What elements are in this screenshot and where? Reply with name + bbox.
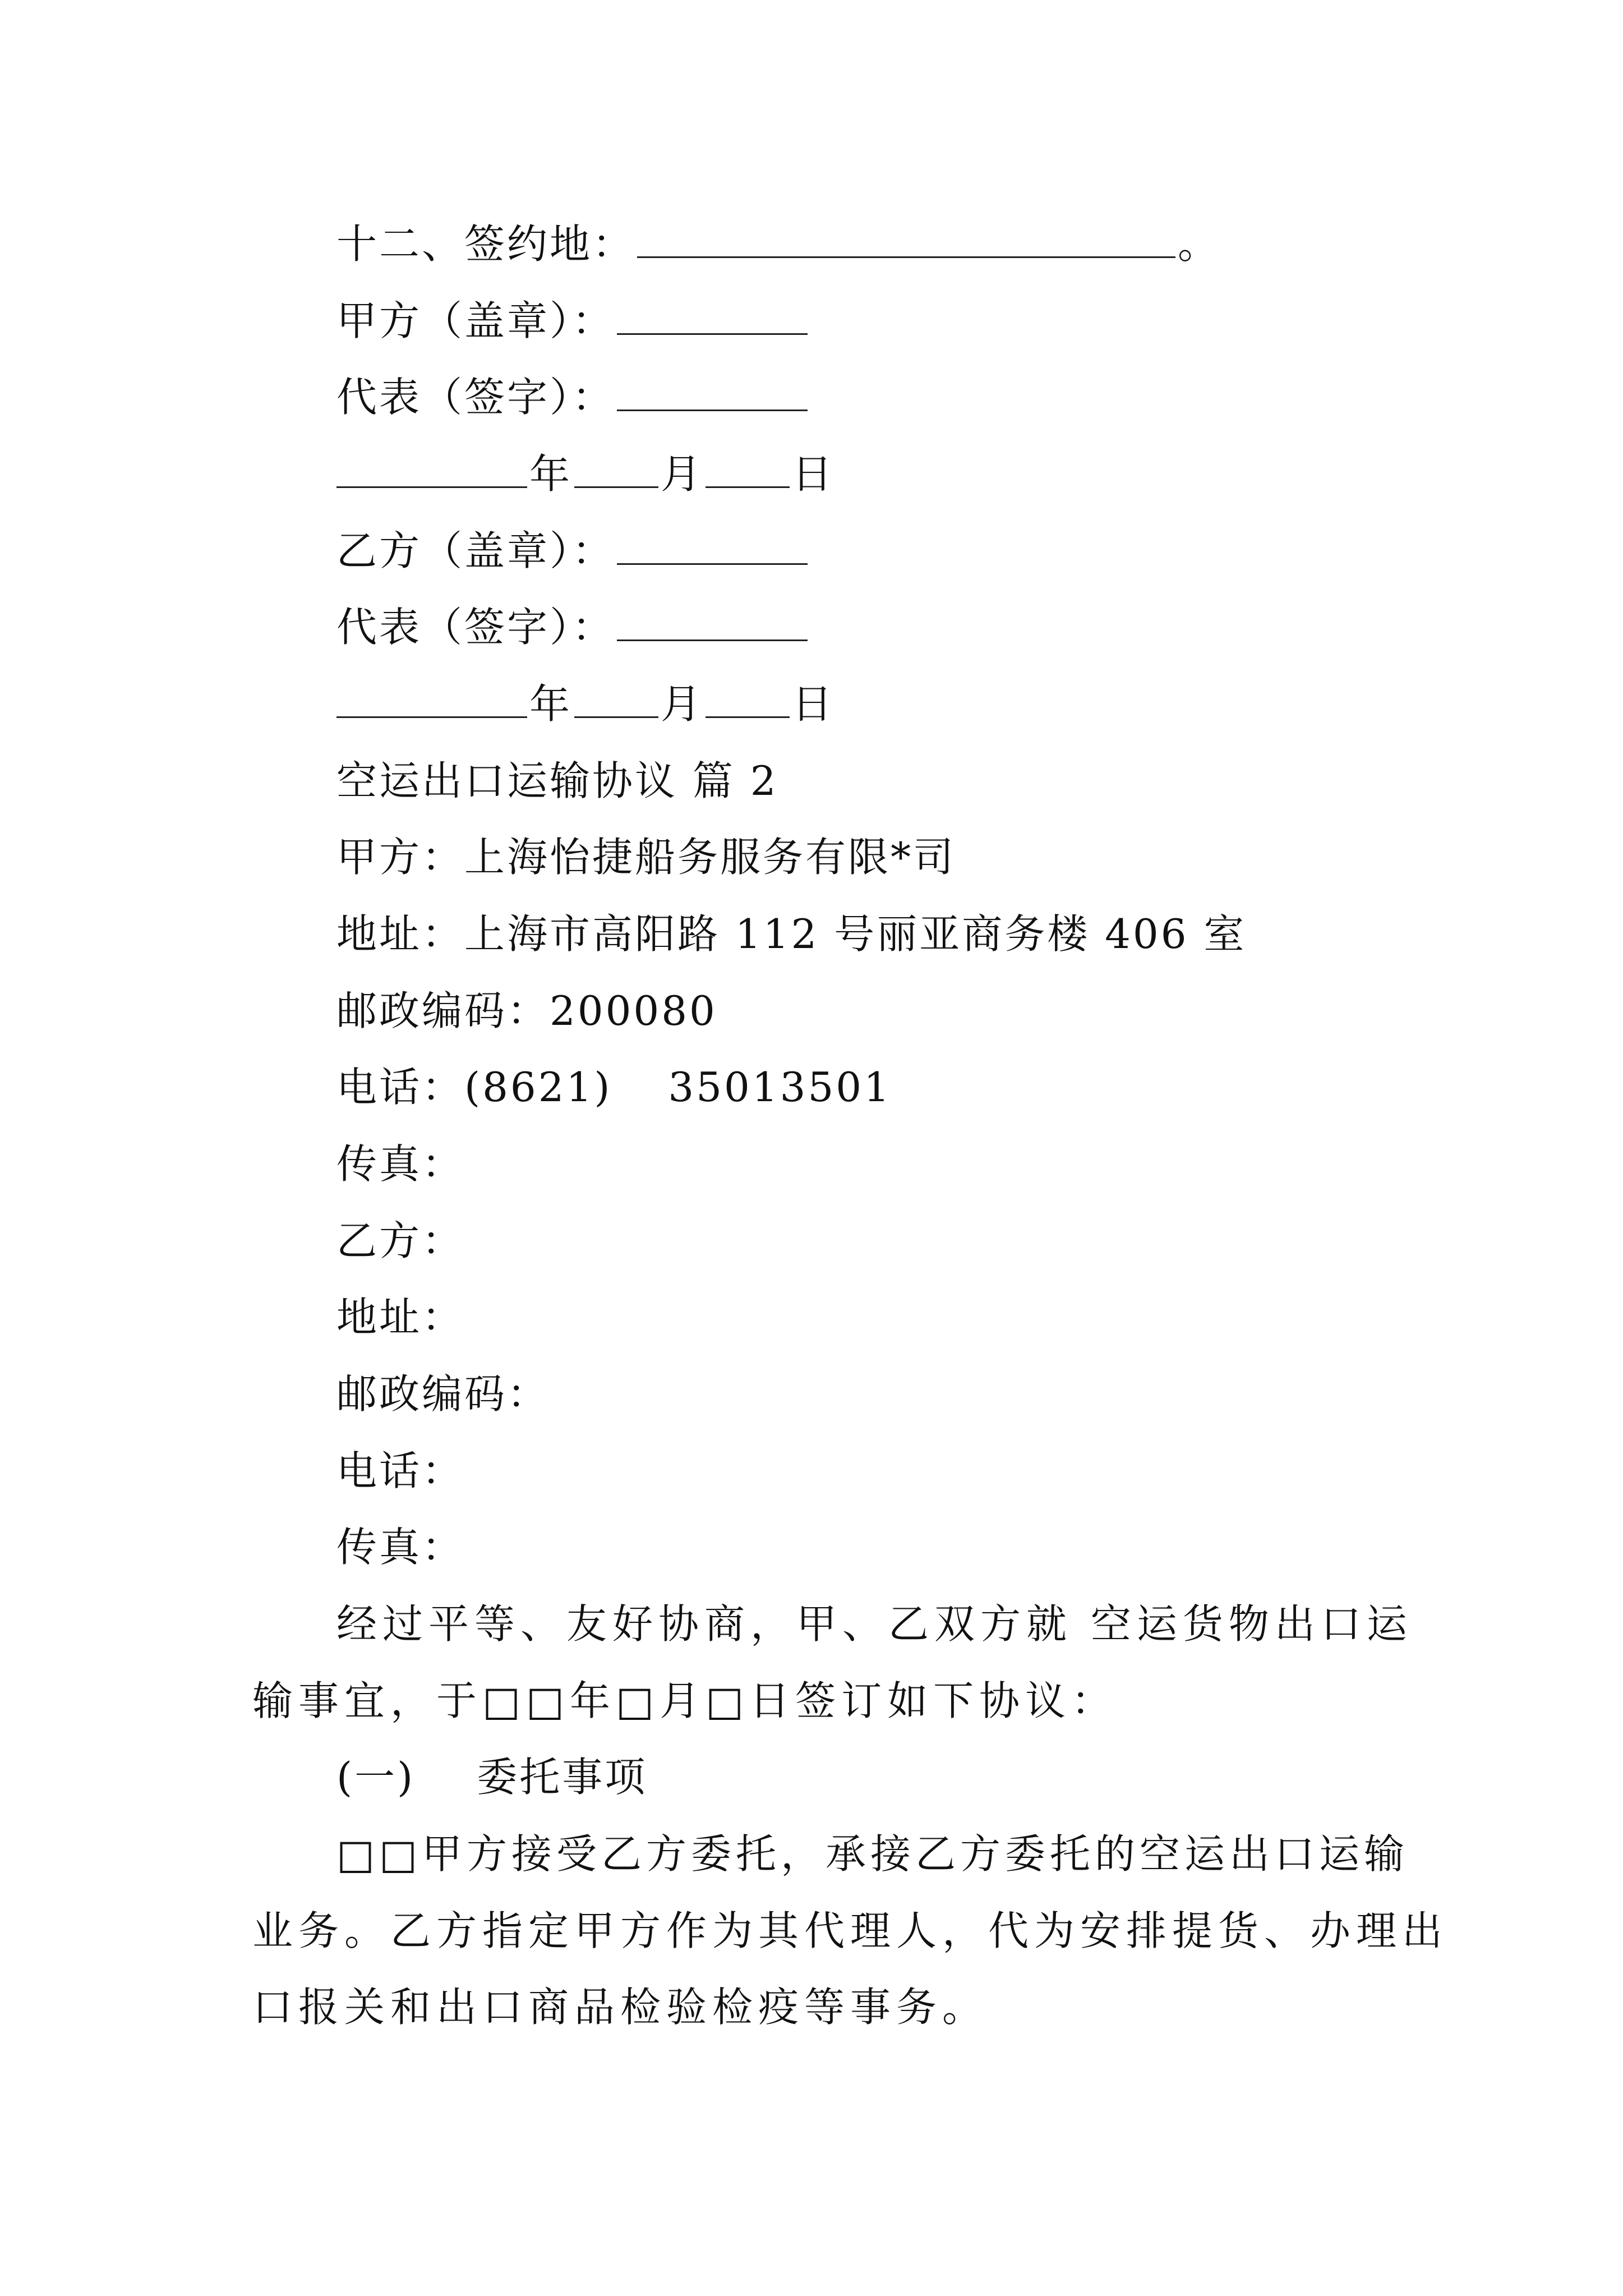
section-title: 空运出口运输协议 篇 2: [336, 757, 778, 804]
party-a-postcode: 邮政编码：200080: [336, 987, 717, 1034]
party-a-phone-label: 电话：(8621): [336, 1064, 612, 1111]
party-a-phone-number: 35013501: [668, 1064, 892, 1111]
section-1-heading: [336, 1749, 647, 1805]
party-b-year-blank: [336, 676, 527, 718]
party-a-year-label: 年: [529, 450, 573, 498]
party-a-address: 地址：上海市高阳路 112 号丽亚商务楼 406 室: [336, 910, 1247, 958]
party-b-day-label: 日: [792, 680, 835, 728]
party-b-postcode: 邮政编码：: [336, 1370, 550, 1418]
party-b-rep-line: [336, 599, 810, 655]
party-a-seal-blank: [617, 293, 808, 335]
party-b-month-label: 月: [661, 680, 704, 728]
party-a-name: 甲方：上海怡捷船务服务有限*司: [336, 834, 956, 881]
clause-line-3: 口报关和出口商品检验检疫等事务。: [252, 1984, 989, 2031]
party-a-day-label: 日: [792, 450, 835, 498]
party-a-fax: 传真：: [336, 1140, 465, 1188]
party-a-seal-line: [336, 293, 810, 349]
party-a-seal-label: 甲方（盖章）：: [336, 297, 615, 344]
signing-place-end: 。: [1178, 220, 1221, 268]
party-b-date-line: [336, 676, 834, 732]
party-b-rep-blank: [617, 599, 808, 641]
party-a-rep-line: [336, 369, 810, 425]
party-a-year-blank: [336, 446, 527, 488]
party-a-phone-line: [336, 1059, 892, 1115]
party-a-day-blank: [706, 446, 790, 488]
party-b-name: 乙方：: [336, 1217, 465, 1264]
intro-line-1: 经过平等、友好协商，甲、乙双方就 空运货物出口运: [336, 1600, 1413, 1648]
signing-place-line: [336, 216, 1220, 272]
party-a-date-line: [336, 446, 834, 502]
signing-place-label: 十二、签约地：: [336, 220, 635, 268]
party-a-month-label: 月: [661, 450, 704, 498]
clause-line-2: 业务。乙方指定甲方作为其代理人，代为安排提货、办理出: [252, 1907, 1449, 1954]
signing-place-blank: [637, 216, 1175, 258]
party-b-day-blank: [706, 676, 790, 718]
party-b-fax: 传真：: [336, 1524, 465, 1571]
party-b-year-label: 年: [529, 680, 573, 728]
section-1-number: (一): [336, 1754, 416, 1801]
party-a-rep-label: 代表（签字）：: [336, 374, 615, 421]
party-b-phone: 电话：: [336, 1447, 465, 1494]
party-b-address: 地址：: [336, 1294, 465, 1341]
party-b-month-blank: [574, 676, 658, 718]
party-b-seal-blank: [617, 523, 808, 565]
party-b-seal-line: [336, 523, 810, 579]
clause-line-1: □□甲方接受乙方委托，承接乙方委托的空运出口运输: [336, 1830, 1409, 1878]
intro-line-2: 输事宜，于□□年□月□日签订如下协议：: [252, 1677, 1118, 1724]
section-1-title: 委托事项: [477, 1754, 648, 1801]
party-b-seal-label: 乙方（盖章）：: [336, 527, 615, 574]
party-a-month-blank: [574, 446, 658, 488]
party-b-rep-label: 代表（签字）：: [336, 604, 615, 651]
party-a-rep-blank: [617, 369, 808, 411]
